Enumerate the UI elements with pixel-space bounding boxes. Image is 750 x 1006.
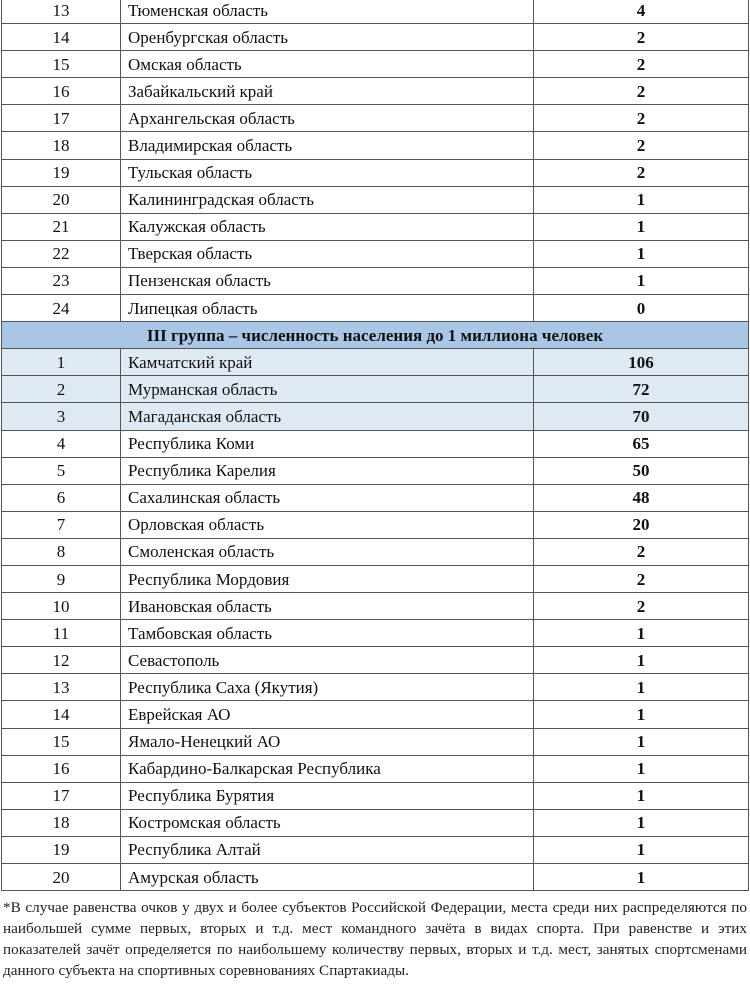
- region-cell: Архангельская область: [121, 105, 534, 132]
- place-cell: 11: [2, 620, 121, 647]
- place-cell: 21: [2, 213, 121, 240]
- table-row: [2, 0, 749, 24]
- region-cell: Калининградская область: [121, 186, 534, 213]
- place-cell: 3: [2, 403, 121, 430]
- points-cell: 2: [534, 105, 749, 132]
- region-cell: Тамбовская область: [121, 620, 534, 647]
- points-cell: 1: [534, 186, 749, 213]
- region-cell: Еврейская АО: [121, 701, 534, 728]
- points-cell: 2: [534, 565, 749, 592]
- region-cell: Мурманская область: [121, 376, 534, 403]
- region-cell: Ивановская область: [121, 593, 534, 620]
- region-cell: Липецкая область: [121, 295, 534, 322]
- points-cell: 1: [534, 674, 749, 701]
- table-row: [2, 376, 749, 403]
- table-row: [2, 295, 749, 322]
- points-cell: 65: [534, 430, 749, 457]
- footnote-text: *В случае равенства очков у двух и более субъектов Российской Федерации, места среди них распределяются по наибольшей сумме первых, вторых и т.д. мест командного зачёта в видах спорта. При равенстве и этих показателей зачёт определяется по наибольшему количеству первых, вторых и т.д. мест, занятых спортсменами данного субъекта на спортивных соревнованиях Спартакиады.: [3, 899, 747, 980]
- table-row: [2, 457, 749, 484]
- table-row: [2, 484, 749, 511]
- table-row: [2, 593, 749, 620]
- place-cell: 1: [2, 349, 121, 376]
- place-cell: 8: [2, 538, 121, 565]
- place-cell: 18: [2, 809, 121, 836]
- table-row: [2, 186, 749, 213]
- points-cell: 2: [534, 159, 749, 186]
- place-cell: 13: [2, 674, 121, 701]
- region-cell: Республика Алтай: [121, 836, 534, 863]
- points-cell: 1: [534, 620, 749, 647]
- region-cell: Ямало-Ненецкий АО: [121, 728, 534, 755]
- region-cell: Магаданская область: [121, 403, 534, 430]
- place-cell: 22: [2, 240, 121, 267]
- table-row: [2, 213, 749, 240]
- place-cell: 10: [2, 593, 121, 620]
- table-row: [2, 565, 749, 592]
- points-cell: 2: [534, 51, 749, 78]
- table-row: [2, 78, 749, 105]
- points-cell: 1: [534, 755, 749, 782]
- region-cell: Орловская область: [121, 511, 534, 538]
- table-row: [2, 809, 749, 836]
- table-row: [2, 701, 749, 728]
- points-cell: 2: [534, 24, 749, 51]
- region-cell: Сахалинская область: [121, 484, 534, 511]
- place-cell: 4: [2, 430, 121, 457]
- region-cell: Севастополь: [121, 647, 534, 674]
- region-cell: Республика Саха (Якутия): [121, 674, 534, 701]
- place-cell: 17: [2, 782, 121, 809]
- place-cell: 15: [2, 51, 121, 78]
- region-cell: Республика Бурятия: [121, 782, 534, 809]
- place-cell: 5: [2, 457, 121, 484]
- points-cell: 1: [534, 809, 749, 836]
- points-cell: 2: [534, 538, 749, 565]
- region-cell: Амурская область: [121, 864, 534, 891]
- points-cell: 50: [534, 457, 749, 484]
- place-cell: 18: [2, 132, 121, 159]
- table-row: [2, 647, 749, 674]
- table-row: [2, 728, 749, 755]
- group-header-row: [2, 322, 749, 349]
- region-cell: Оренбургская область: [121, 24, 534, 51]
- place-cell: 20: [2, 186, 121, 213]
- place-cell: 13: [2, 0, 121, 24]
- table-row: [2, 836, 749, 863]
- region-cell: Пензенская область: [121, 267, 534, 294]
- table-row: [2, 240, 749, 267]
- place-cell: 14: [2, 24, 121, 51]
- region-cell: Камчатский край: [121, 349, 534, 376]
- place-cell: 12: [2, 647, 121, 674]
- points-cell: 1: [534, 728, 749, 755]
- points-cell: 70: [534, 403, 749, 430]
- points-cell: 1: [534, 213, 749, 240]
- place-cell: 20: [2, 864, 121, 891]
- table-row: [2, 755, 749, 782]
- region-cell: Костромская область: [121, 809, 534, 836]
- table-row: [2, 105, 749, 132]
- place-cell: 23: [2, 267, 121, 294]
- table-row: [2, 511, 749, 538]
- table-row: [2, 430, 749, 457]
- points-cell: 1: [534, 836, 749, 863]
- group-3-header: III группа – численность населения до 1 миллиона человек: [2, 322, 749, 349]
- place-cell: 16: [2, 755, 121, 782]
- points-cell: 20: [534, 511, 749, 538]
- place-cell: 17: [2, 105, 121, 132]
- region-cell: Республика Коми: [121, 430, 534, 457]
- table-row: [2, 864, 749, 891]
- table-row: [2, 51, 749, 78]
- standings-table: [1, 0, 749, 891]
- table-row: [2, 159, 749, 186]
- region-cell: Республика Мордовия: [121, 565, 534, 592]
- region-cell: Республика Карелия: [121, 457, 534, 484]
- points-cell: 4: [534, 0, 749, 24]
- place-cell: 24: [2, 295, 121, 322]
- points-cell: 1: [534, 782, 749, 809]
- place-cell: 19: [2, 159, 121, 186]
- region-cell: Тюменская область: [121, 0, 534, 24]
- points-cell: 0: [534, 295, 749, 322]
- table-row: [2, 538, 749, 565]
- table-row: [2, 267, 749, 294]
- region-cell: Кабардино-Балкарская Республика: [121, 755, 534, 782]
- table-row: [2, 620, 749, 647]
- points-cell: 1: [534, 267, 749, 294]
- place-cell: 9: [2, 565, 121, 592]
- region-cell: Забайкальский край: [121, 78, 534, 105]
- place-cell: 19: [2, 836, 121, 863]
- points-cell: 106: [534, 349, 749, 376]
- table-row: [2, 403, 749, 430]
- group-2-rows: [2, 0, 749, 322]
- region-cell: Владимирская область: [121, 132, 534, 159]
- place-cell: 6: [2, 484, 121, 511]
- region-cell: Калужская область: [121, 213, 534, 240]
- table-row: [2, 132, 749, 159]
- points-cell: 48: [534, 484, 749, 511]
- group-3-header-section: [2, 322, 749, 349]
- points-cell: 72: [534, 376, 749, 403]
- points-cell: 2: [534, 78, 749, 105]
- points-cell: 1: [534, 647, 749, 674]
- region-cell: Тверская область: [121, 240, 534, 267]
- place-cell: 14: [2, 701, 121, 728]
- table-row: [2, 24, 749, 51]
- region-cell: Смоленская область: [121, 538, 534, 565]
- table-row: [2, 674, 749, 701]
- place-cell: 15: [2, 728, 121, 755]
- place-cell: 7: [2, 511, 121, 538]
- table-row: [2, 349, 749, 376]
- place-cell: 16: [2, 78, 121, 105]
- points-cell: 2: [534, 132, 749, 159]
- points-cell: 2: [534, 593, 749, 620]
- region-cell: Омская область: [121, 51, 534, 78]
- region-cell: Тульская область: [121, 159, 534, 186]
- points-cell: 1: [534, 240, 749, 267]
- place-cell: 2: [2, 376, 121, 403]
- group-3-rows: [2, 349, 749, 891]
- document-page: [1, 0, 749, 981]
- points-cell: 1: [534, 864, 749, 891]
- table-row: [2, 782, 749, 809]
- points-cell: 1: [534, 701, 749, 728]
